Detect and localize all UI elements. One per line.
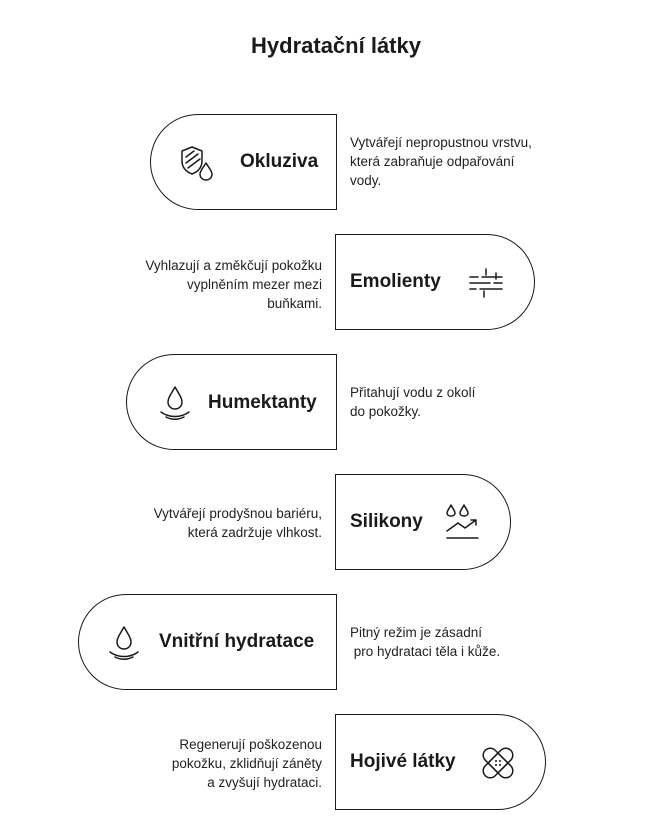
smoothing-lines-icon bbox=[466, 263, 506, 308]
item-humektanty bbox=[126, 354, 337, 450]
item-label: Emolienty bbox=[350, 271, 441, 292]
item-description: Přitahují vodu z okolí do pokožky. bbox=[350, 385, 476, 419]
item-description: Regenerují poškozenou pokožku, zklidňují záněty a zvyšují hydrataci. bbox=[171, 737, 322, 790]
item-emolienty bbox=[335, 234, 535, 330]
item-label: Silikony bbox=[350, 511, 423, 532]
water-drop-icon bbox=[157, 383, 193, 428]
item-label: Okluziva bbox=[240, 151, 319, 172]
item-description: Pitný režim je zásadní pro hydrataci těla i kůže. bbox=[350, 625, 501, 659]
item-label: Vnitřní hydratace bbox=[159, 631, 315, 652]
item-description: Vytvářejí nepropustnou vrstvu, která zabraňuje odpařování vody. bbox=[350, 135, 532, 188]
water-drop-icon bbox=[106, 623, 142, 668]
shield-drop-icon bbox=[178, 143, 220, 190]
item-okluziva bbox=[150, 114, 337, 210]
bandage-icon bbox=[476, 741, 520, 790]
item-label: Hojivé látky bbox=[350, 751, 456, 772]
item-description: Vyhlazují a změkčují pokožku vyplněním mezer mezi buňkami. bbox=[145, 258, 322, 311]
item-description: Vytvářejí prodyšnou bariéru, která zadržuje vlhkost. bbox=[153, 506, 322, 540]
item-vnitrni-hydratace bbox=[78, 594, 337, 690]
drops-barrier-icon bbox=[442, 501, 484, 548]
page-title: Hydratační látky bbox=[251, 33, 421, 58]
item-label: Humektanty bbox=[208, 392, 317, 413]
item-silikony bbox=[335, 474, 511, 570]
item-hojive-latky bbox=[335, 714, 546, 810]
